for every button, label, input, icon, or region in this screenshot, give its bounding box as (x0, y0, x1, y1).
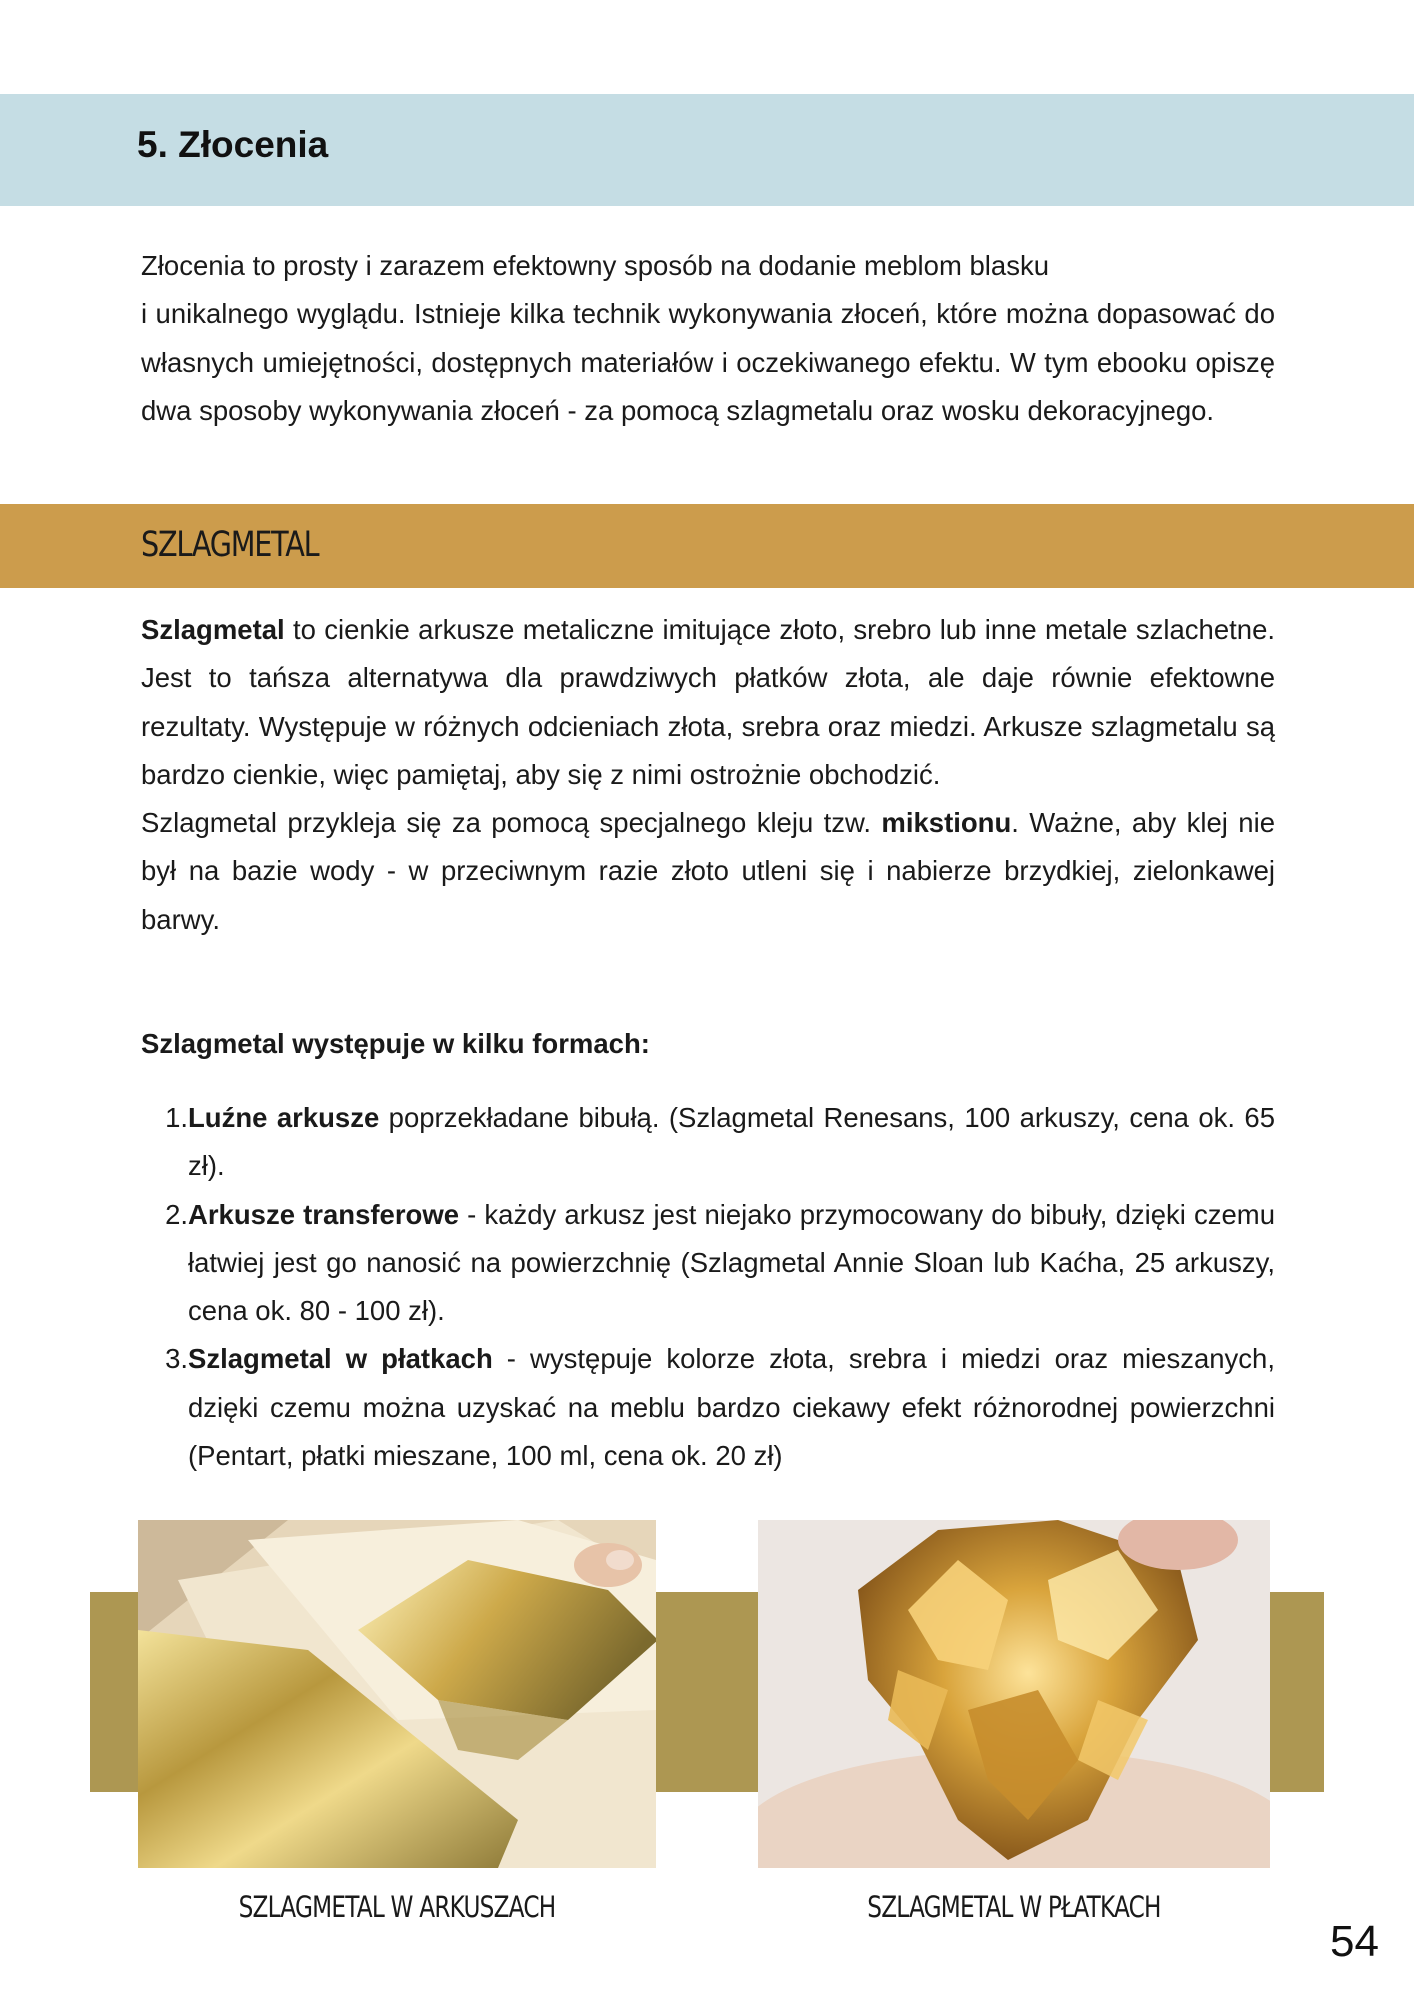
intro-line-1: Złocenia to prosty i zarazem efektowny sposób na dodanie meblom blasku (141, 250, 1049, 281)
section-title: SZLAGMETAL (141, 525, 319, 565)
list-item-bold: Szlagmetal w płatkach (188, 1343, 493, 1375)
list-item-number: 2. (165, 1198, 188, 1230)
page-number: 54 (1330, 1917, 1379, 1966)
caption-sheets: SZLAGMETAL W ARKUSZACH (238, 1890, 556, 1924)
paragraph-definition (141, 606, 1275, 799)
intro-paragraph (141, 242, 1275, 435)
gold-leaf-flakes-photo (758, 1520, 1270, 1868)
term-mikstion: mikstionu (881, 807, 1012, 839)
list-item-body: - występuje kolorze złota, srebra i miedzi oraz mieszanych, dzięki czemu można uzyskać na meblu bardzo ciekawy efekt różnorodnej powierzchni (Pentart, płatki mieszane, 100 ml, cena ok. 20 zł) (188, 1343, 1275, 1472)
list-item (141, 1335, 1275, 1480)
body-text (141, 606, 1275, 944)
term-szlagmetal: Szlagmetal (141, 614, 285, 645)
list-item (141, 1191, 1275, 1336)
gold-leaf-sheets-photo (138, 1520, 656, 1868)
forms-heading: Szlagmetal występuje w kilku formach: (141, 1028, 650, 1059)
list-item-number: 1. (165, 1102, 188, 1133)
list-item-bold: Luźne arkusze (188, 1102, 380, 1133)
paragraph-definition-text: to cienkie arkusze metaliczne imitujące złoto, srebro lub inne metale szlachetne. Jest to tańsza alternatywa dla prawdziwych płatków złota, ale daje równie efektowne rezultaty. Występuje w różnych odcieniach złota, srebra oraz miedzi. Arkusze szlagmetalu są bardzo cienkie, więc pamiętaj, aby się z nimi ostrożnie obchodzić. (141, 614, 1275, 790)
intro-rest: i unikalnego wyglądu. Istnieje kilka technik wykonywania złoceń, które można dopasować do własnych umiejętności, dostępnych materiałów i oczekiwanego efektu. W tym ebooku opiszę dwa sposoby wykonywania złoceń - za pomocą szlagmetalu oraz wosku dekoracyjnego. (141, 298, 1275, 426)
paragraph-mikstion-after: . Ważne, aby klej nie był na bazie wody - w przeciwnym razie złoto utleni się i nabierze brzydkiej, zielonkawej barwy. (141, 807, 1275, 935)
list-item-body: poprzekładane bibułą. (Szlagmetal Renesans, 100 arkuszy, cena ok. 65 zł). (188, 1102, 1276, 1182)
list-item-bold: Arkusze transferowe (188, 1198, 460, 1230)
caption-flakes: SZLAGMETAL W PŁATKACH (867, 1890, 1161, 1924)
list-item-text (188, 1191, 1275, 1336)
list-item (141, 1094, 1275, 1191)
paragraph-mikstion-before: Szlagmetal przykleja się za pomocą specjalnego kleju tzw. (141, 807, 882, 839)
list-item-text (188, 1335, 1275, 1480)
forms-list (141, 1094, 1275, 1480)
list-item-text (188, 1094, 1275, 1191)
page-title: 5. Złocenia (137, 124, 329, 165)
list-item-number: 3. (165, 1343, 188, 1375)
list-item-body: - każdy arkusz jest niejako przymocowany do bibuły, dzięki czemu łatwiej jest go nanosić na powierzchnię (Szlagmetal Annie Sloan lub Kaćha, 25 arkuszy, cena ok. 80 - 100 zł). (188, 1198, 1276, 1327)
paragraph-mikstion (141, 799, 1275, 944)
